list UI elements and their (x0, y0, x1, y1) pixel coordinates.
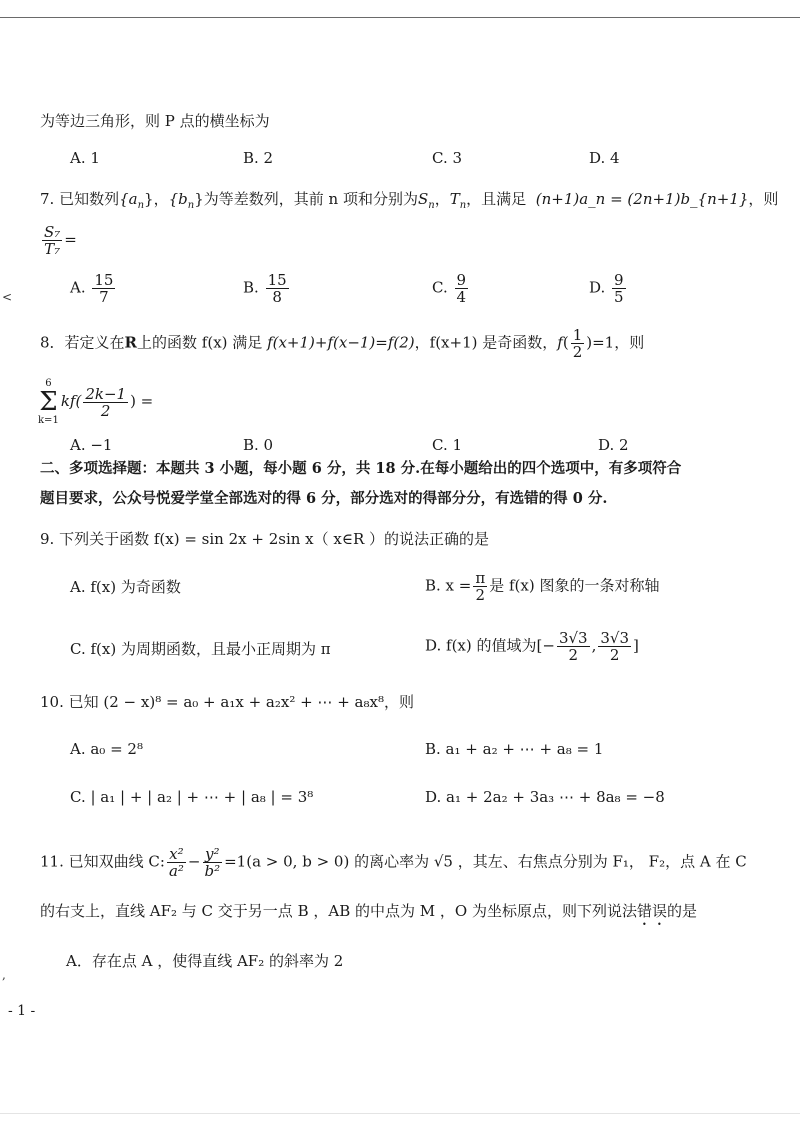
q8-stem: 8．若定义在R上的函数 f(x) 满足 f(x+1)+f(x−1)=f(2)，f(x+1) 是奇函数，f( $\frac{1}{2}$ )=1，则 (40, 326, 645, 361)
q9-option-d: D. f(x) 的值域为[− $\frac{3√3}{2}$ , $\frac{3√3}{2}$ ] (425, 629, 639, 664)
q10-option-b: B. a₁ + a₂ + ⋯ + a₈ = 1 (425, 740, 604, 758)
q7-ratio: $\frac{\text{S₇}}{\text{T₇}}$ = (44, 223, 77, 258)
scan-mark: , (2, 968, 6, 982)
q9-stem: 9. 下列关于函数 f(x) = sin 2x + 2sin x（ x∈R ）的说法正确的是 (40, 530, 490, 548)
q7-option-c: C. $\frac{9}{4}$ (432, 271, 467, 306)
q6-option-a: A. 1 (70, 149, 100, 167)
q7-option-d: D. $\frac{9}{5}$ (589, 271, 624, 306)
q11-stem: 11. 已知双曲线 C: $\frac{\text{x²}}{\text{a²}}$ − $\frac{\text{y²}}{\text{b²}}$ =1(a > 0, b > 0) 的离心率为 √5 ，其左、右焦点分别为 F₁， F₂，点 A 在 C (40, 845, 747, 880)
q8-option-d: D. 2 (598, 436, 629, 454)
q9-option-b: B. x = $\frac{\pi}{2}$ 是 f(x) 图象的一条对称轴 (425, 569, 660, 604)
q9-option-a: A. f(x) 为奇函数 (70, 578, 181, 596)
q10-option-a: A. a₀ = 2⁸ (70, 740, 143, 758)
emphasis-text: 错误 (636, 902, 667, 920)
q10-option-c: C. | a₁ | + | a₂ | + ⋯ + | a₈ | = 3⁸ (70, 788, 314, 806)
q10-option-d: D. a₁ + 2a₂ + 3a₃ ⋯ + 8a₈ = −8 (425, 788, 665, 806)
q8-option-c: C. 1 (432, 436, 463, 454)
q7-option-b: B. $\frac{15}{8}$ (243, 271, 287, 306)
q9-option-c: C. f(x) 为周期函数，且最小正周期为 π (70, 640, 331, 658)
q8-sum: 6 Σ k=1 kf( $\frac{2k-1}{2}$ ) = (38, 378, 154, 426)
q6-tail-text: 为等边三角形，则 P 点的横坐标为 (40, 112, 270, 130)
q7-condition: (n+1)a_n = (2n+1)b_{n+1} (535, 190, 749, 208)
q6-option-b: B. 2 (243, 149, 274, 167)
page-number: - 1 - (8, 1003, 36, 1019)
top-border-line (0, 17, 800, 18)
q7-stem: 7. 已知数列$\{a_n\}$，$\{b_n\}$为等差数列，其前 n 项和分别为$S_n$，$T_n$，且满足 (n+1)a_n = (2n+1)b_{n+1}，则 (40, 190, 779, 211)
bottom-border-line (0, 1113, 800, 1114)
q8-option-b: B. 0 (243, 436, 274, 454)
scan-mark: < (2, 290, 13, 304)
q10-stem: 10. 已知 (2 − x)⁸ = a₀ + a₁x + a₂x² + ⋯ + a₈x⁸，则 (40, 693, 414, 711)
q6-option-d: D. 4 (589, 149, 620, 167)
q11-option-a: A．存在点 A ，使得直线 AF₂ 的斜率为 2 (66, 952, 344, 970)
q6-option-c: C. 3 (432, 149, 463, 167)
q8-option-a: A. −1 (70, 436, 113, 454)
q11-stem-line2: 的右支上，直线 AF₂ 与 C 交于另一点 B ，AB 的中点为 M ，O 为坐标原点，则下列说法错误的是 (40, 902, 697, 920)
q7-option-a: A. $\frac{15}{7}$ (70, 271, 114, 306)
section2-heading-line2: 题目要求，公众号悦爱学堂全部选对的得 6 分，部分选对的得部分分，有选错的得 0 分. (40, 490, 608, 507)
section2-heading-line1: 二、多项选择题：本题共 3 小题，每小题 6 分，共 18 分.在每小题给出的四个选项中，有多项符合 (40, 460, 682, 477)
